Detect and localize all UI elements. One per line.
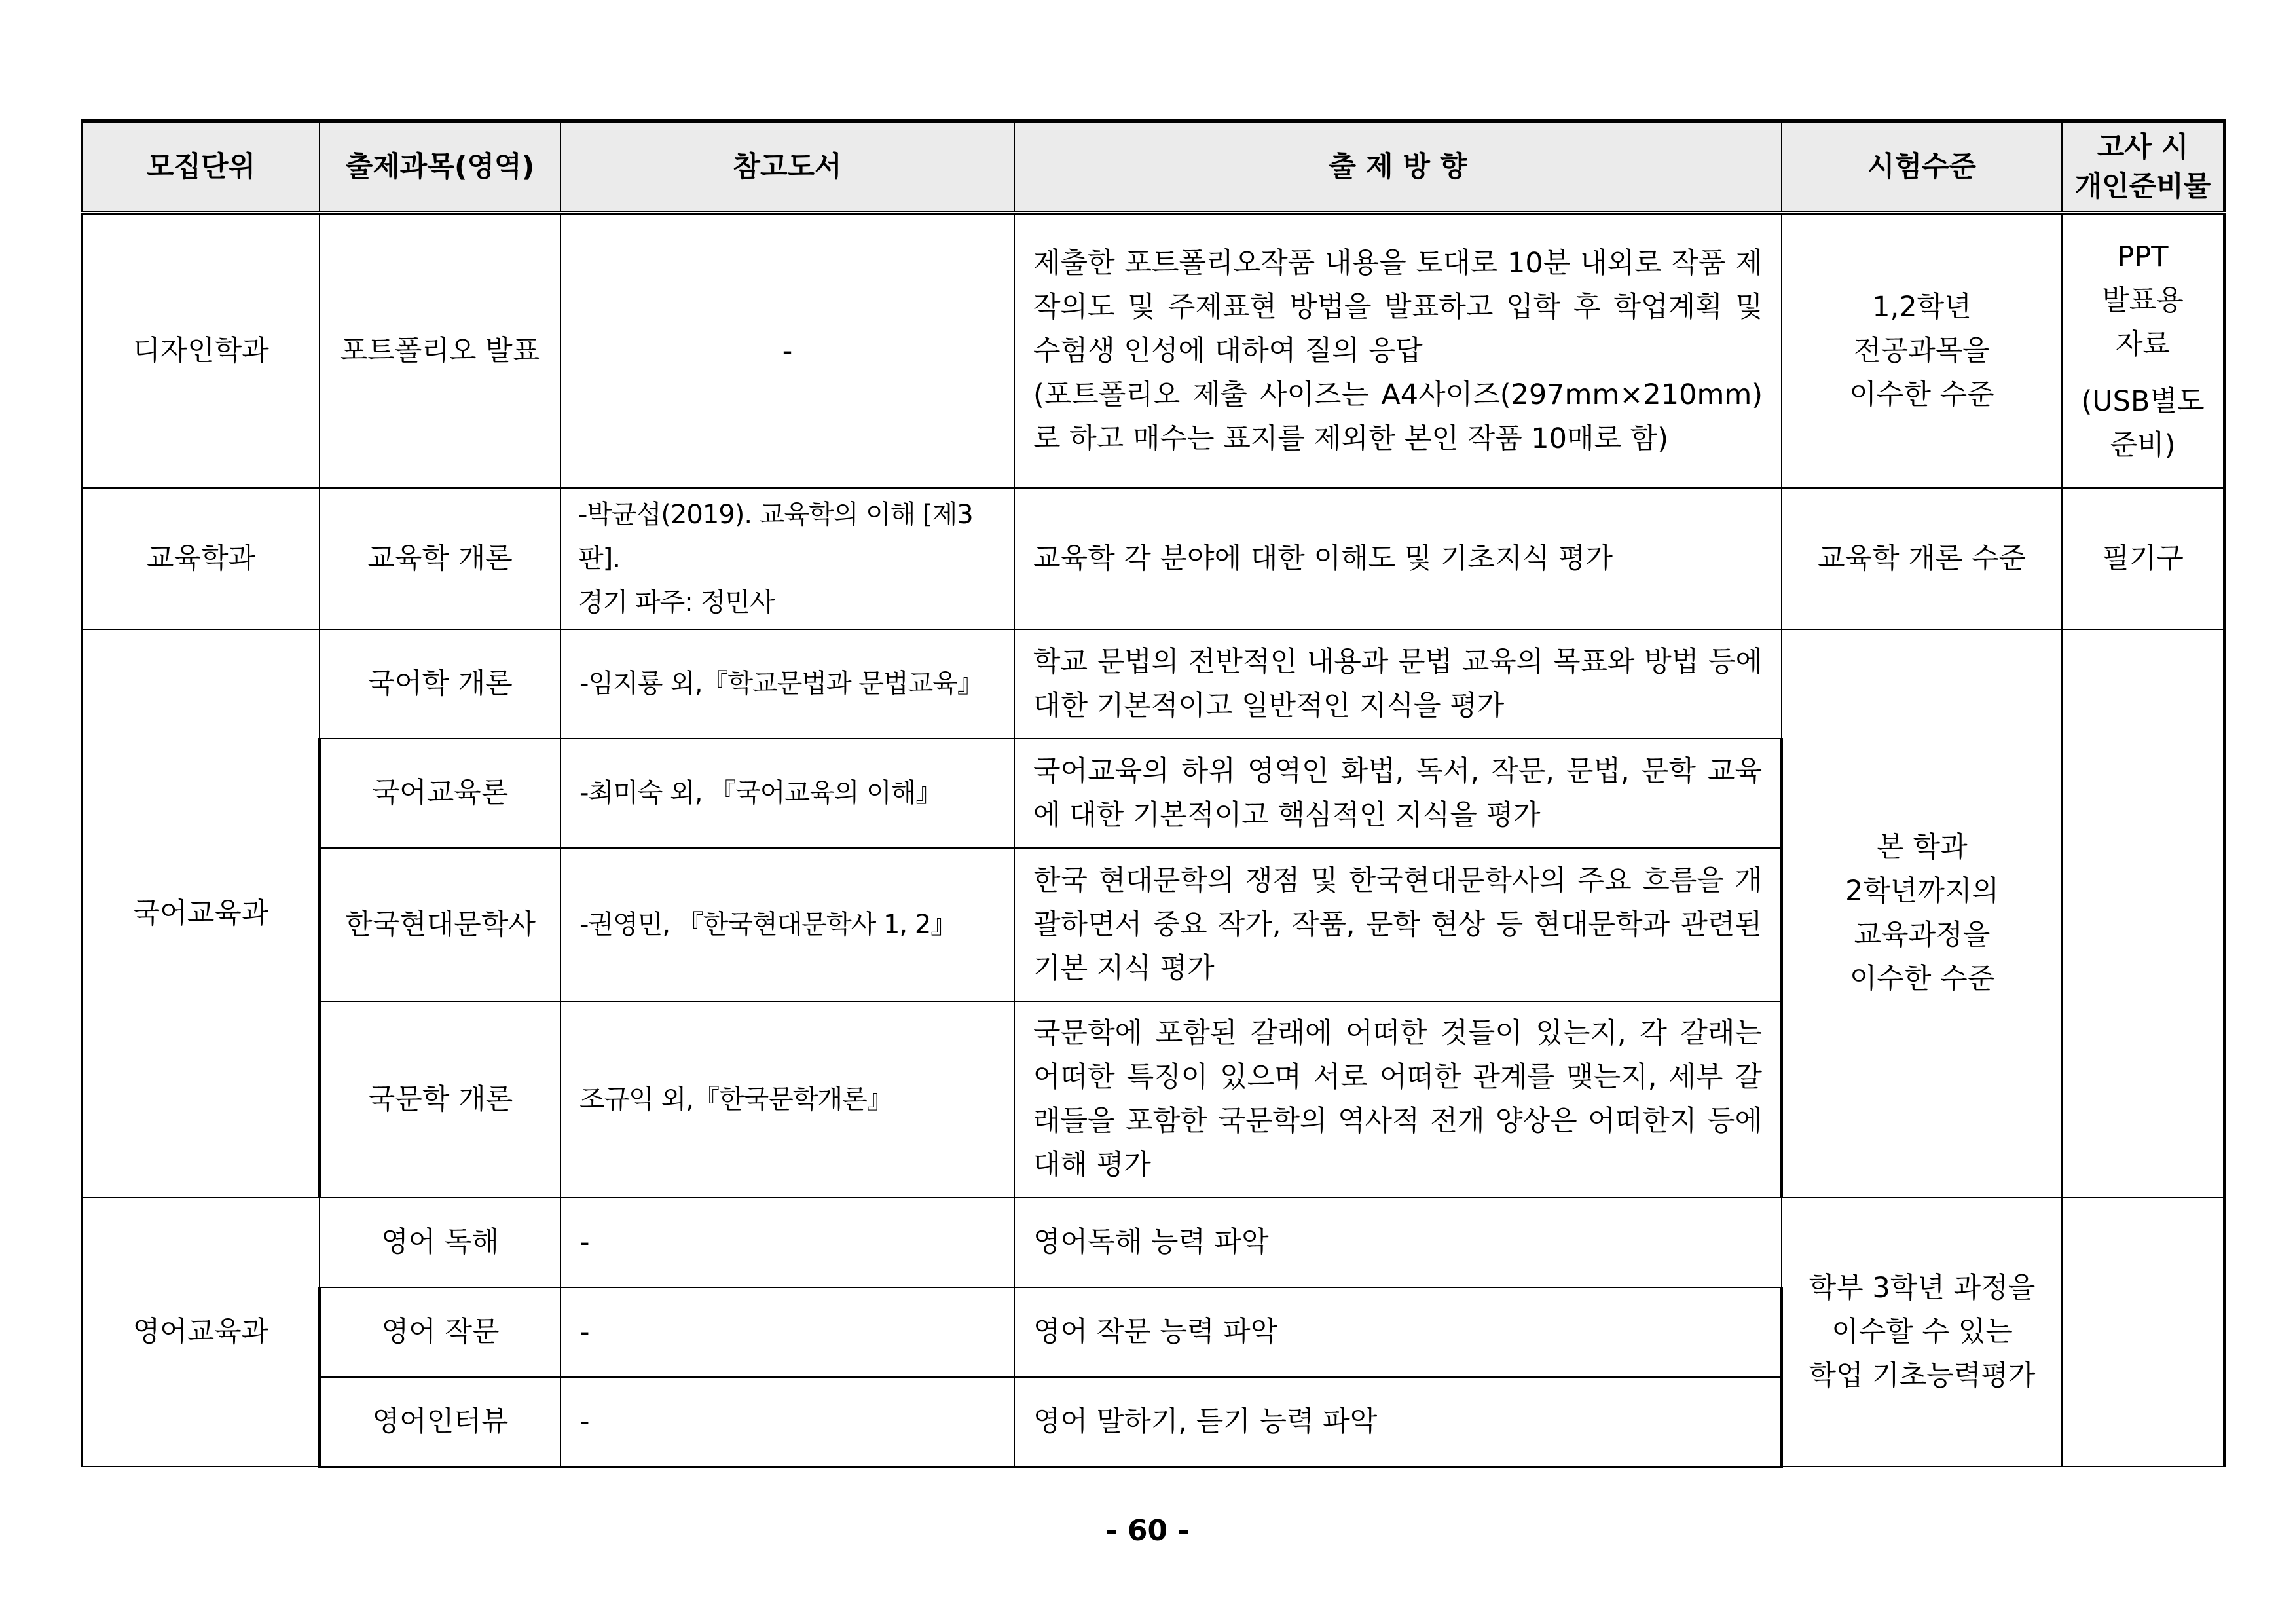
subject-cell: 영어인터뷰 xyxy=(320,1377,560,1467)
direction-cell: 교육학 각 분야에 대한 이해도 및 기초지식 평가 xyxy=(1014,488,1782,629)
subject-cell: 포트폴리오 발표 xyxy=(320,213,560,488)
subject-cell: 국어교육론 xyxy=(320,739,560,848)
supplies-line-1: PPT xyxy=(2117,240,2169,273)
table-row-design xyxy=(82,213,2224,488)
exam-info-table xyxy=(81,119,2226,1468)
unit-cell: 국어교육과 xyxy=(82,629,320,1198)
level-cell xyxy=(1782,629,2062,1198)
supplies-line-2: 발표용 xyxy=(2102,284,2184,317)
unit-cell: 영어교육과 xyxy=(82,1198,320,1467)
page-number: - 60 - xyxy=(1105,1514,1190,1547)
direction-cell: 영어 말하기, 듣기 능력 파악 xyxy=(1014,1377,1782,1467)
supplies-cell: 필기구 xyxy=(2062,488,2224,629)
direction-cell: 국문학에 포함된 갈래에 어떠한 것들이 있는지, 각 갈래는 어떠한 특징이 있으며 서로 어떠한 관계를 맺는지, 세부 갈래들을 포함한 국문학의 역사적 전개 양상은 어떠한지 등에 대해 평가 xyxy=(1014,1001,1782,1198)
level-cell xyxy=(1782,213,2062,488)
direction-cell: 영어 작문 능력 파악 xyxy=(1014,1287,1782,1377)
reference-cell: - xyxy=(560,1198,1014,1287)
level-line-2: 2학년까지의 xyxy=(1845,875,2000,908)
reference-cell: - xyxy=(560,213,1014,488)
header-reference: 참고도서 xyxy=(560,121,1014,213)
supplies-cell-empty xyxy=(2062,629,2224,1198)
level-line-2: 이수할 수 있는 xyxy=(1831,1316,2013,1348)
reference-cell: -권영민, 『한국현대문학사 1, 2』 xyxy=(560,848,1014,1001)
header-supplies-line-1: 고사 시 xyxy=(2097,131,2189,164)
subject-cell: 영어 작문 xyxy=(320,1287,560,1377)
subject-cell: 교육학 개론 xyxy=(320,488,560,629)
level-line-3: 교육과정을 xyxy=(1854,919,1991,951)
reference-cell xyxy=(560,488,1014,629)
table-row-english xyxy=(82,1198,2224,1287)
level-line-1: 학부 3학년 과정을 xyxy=(1808,1272,2036,1304)
direction-cell: 국어교육의 하위 영역인 화법, 독서, 작문, 문법, 문학 교육에 대한 기본적이고 핵심적인 지식을 평가 xyxy=(1014,739,1782,848)
header-supplies xyxy=(2062,121,2224,213)
table-row-education xyxy=(82,488,2224,629)
level-line-1: 본 학과 xyxy=(1877,831,1968,864)
reference-cell: 조규익 외,『한국문학개론』 xyxy=(560,1001,1014,1198)
subject-cell: 영어 독해 xyxy=(320,1198,560,1287)
level-cell: 교육학 개론 수준 xyxy=(1782,488,2062,629)
direction-cell: 학교 문법의 전반적인 내용과 문법 교육의 목표와 방법 등에 대한 기본적이고 일반적인 지식을 평가 xyxy=(1014,629,1782,739)
reference-cell: -임지룡 외,『학교문법과 문법교육』 xyxy=(560,629,1014,739)
supplies-line-4: (USB별도 xyxy=(2081,384,2205,418)
direction-cell: 영어독해 능력 파악 xyxy=(1014,1198,1782,1287)
supplies-line-3: 자료 xyxy=(2115,327,2171,361)
reference-cell: - xyxy=(560,1287,1014,1377)
level-line-3: 학업 기초능력평가 xyxy=(1808,1359,2036,1392)
subject-cell: 국문학 개론 xyxy=(320,1001,560,1198)
reference-line-1: -박균섭(2019). 교육학의 이해 [제3판]. xyxy=(578,499,973,574)
header-direction: 출 제 방 향 xyxy=(1014,121,1782,213)
level-line-4: 이수한 수준 xyxy=(1849,963,1995,995)
level-cell xyxy=(1782,1198,2062,1467)
direction-note: (포트폴리오 제출 사이즈는 A4사이즈(297mm×210mm)로 하고 매수는 표지를 제외한 본인 작품 10매로 함) xyxy=(1033,378,1763,455)
header-unit: 모집단위 xyxy=(82,121,320,213)
header-subject: 출제과목(영역) xyxy=(320,121,560,213)
subject-cell: 한국현대문학사 xyxy=(320,848,560,1001)
supplies-cell xyxy=(2062,213,2224,488)
supplies-cell-empty xyxy=(2062,1198,2224,1467)
level-line-3: 이수한 수준 xyxy=(1849,378,1994,411)
direction-cell: 한국 현대문학의 쟁점 및 한국현대문학사의 주요 흐름을 개괄하면서 중요 작가, 작품, 문학 현상 등 현대문학과 관련된 기본 지식 평가 xyxy=(1014,848,1782,1001)
unit-cell: 디자인학과 xyxy=(82,213,320,488)
supplies-line-5: 준비) xyxy=(2110,428,2176,462)
reference-cell: - xyxy=(560,1377,1014,1467)
unit-cell: 교육학과 xyxy=(82,488,320,629)
header-supplies-line-2: 개인준비물 xyxy=(2074,170,2211,203)
level-line-2: 전공과목을 xyxy=(1854,334,1990,367)
level-line-1: 1,2학년 xyxy=(1872,290,1972,323)
header-row xyxy=(82,121,2224,213)
header-level: 시험수준 xyxy=(1782,121,2062,213)
reference-line-2: 경기 파주: 정민사 xyxy=(578,587,775,618)
reference-cell: -최미숙 외, 『국어교육의 이해』 xyxy=(560,739,1014,848)
subject-cell: 국어학 개론 xyxy=(320,629,560,739)
direction-text: 제출한 포트폴리오작품 내용을 토대로 10분 내외로 작품 제작의도 및 주제표현 방법을 발표하고 입학 후 학업계획 및 수험생 인성에 대하여 질의 응답 xyxy=(1033,246,1763,367)
table-row-korean xyxy=(82,629,2224,739)
direction-cell xyxy=(1014,213,1782,488)
